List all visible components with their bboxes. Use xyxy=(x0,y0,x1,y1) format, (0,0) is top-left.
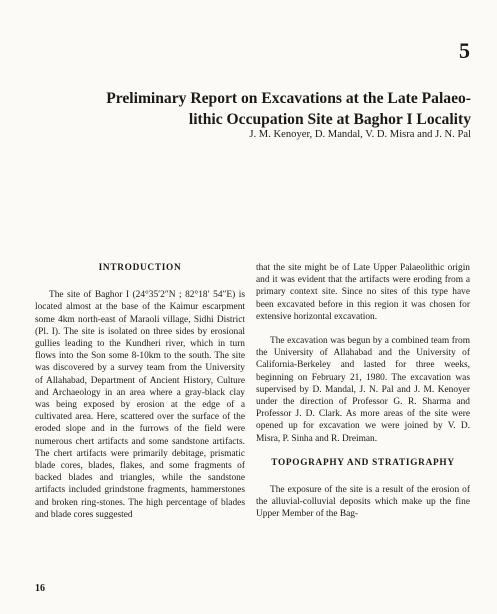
right-column xyxy=(256,262,470,521)
author-list: J. M. Kenoyer, D. Mandal, V. D. Misra and J. N. Pal xyxy=(249,129,471,140)
intro-paragraph-continued: that the site might be of Late Upper Palaeolithic origin and it was evident that the artifacts were eroding from a primary context site. Since no sites of this type have been excavated before in this region it was chosen for extensive horizontal excavation. xyxy=(256,263,470,322)
intro-paragraph: The site of Baghor I (24°35′2″N ; 82°18′ 54″E) is located almost at the base of the Kaimur escarpment some 4km north-east of Maraoli village, Sidhi District (Pl. I). The site is isolated on three sides by erosional gullies leading to the Kundheri river, which in turn flows into the Son some 8-10km to the south. The site was discovered by a survey team from the University of Allahabad, Department of Ancient History, Culture and Archaeology in an area where a gray-black clay was being exposed by erosion at the edge of a cultivated area. Here, scattered over the surface of the eroded slope and in the furrows of the field were numerous chert artifacts and some sandstone artifacts. The chert artifacts were primarily debitage, prismatic blade cores, blades, flakes, and some fragments of backed blades and triangles, while the sandstone artifacts included grindstone fragments, hammerstones and broken ring-stones. The high percentage of blades and blade cores suggested xyxy=(35,290,245,520)
title-line-2: lithic Occupation Site at Baghor I Locality xyxy=(188,111,471,129)
excavation-paragraph: The excavation was begun by a combined team from the University of Allahabad and the University of California-Berkeley and lasted for three weeks, beginning on February 21, 1980. The excavation was supervised by D. Mandal, J. N. Pal and J. M. Kenoyer under the direction of Professor G. R. Sharma and Professor J. D. Clark. As more areas of the site were opened up for excavation we were joined by V. D. Misra, P. Sinha and R. Dreiman. xyxy=(256,336,470,444)
section-heading-topography: TOPOGRAPHY AND STRATIGRAPHY xyxy=(271,457,455,468)
title-line-1: Preliminary Report on Excavations at the Late Palaeo- xyxy=(106,90,471,108)
page-number: 16 xyxy=(35,583,45,594)
left-column xyxy=(35,262,245,521)
article-title xyxy=(40,88,471,130)
topography-paragraph: The exposure of the site is a result of the erosion of the alluvial-colluvial deposits which make up the fine Upper Member of the Bag- xyxy=(256,485,470,520)
section-heading-introduction: INTRODUCTION xyxy=(98,263,182,273)
chapter-number: 5 xyxy=(459,38,471,63)
